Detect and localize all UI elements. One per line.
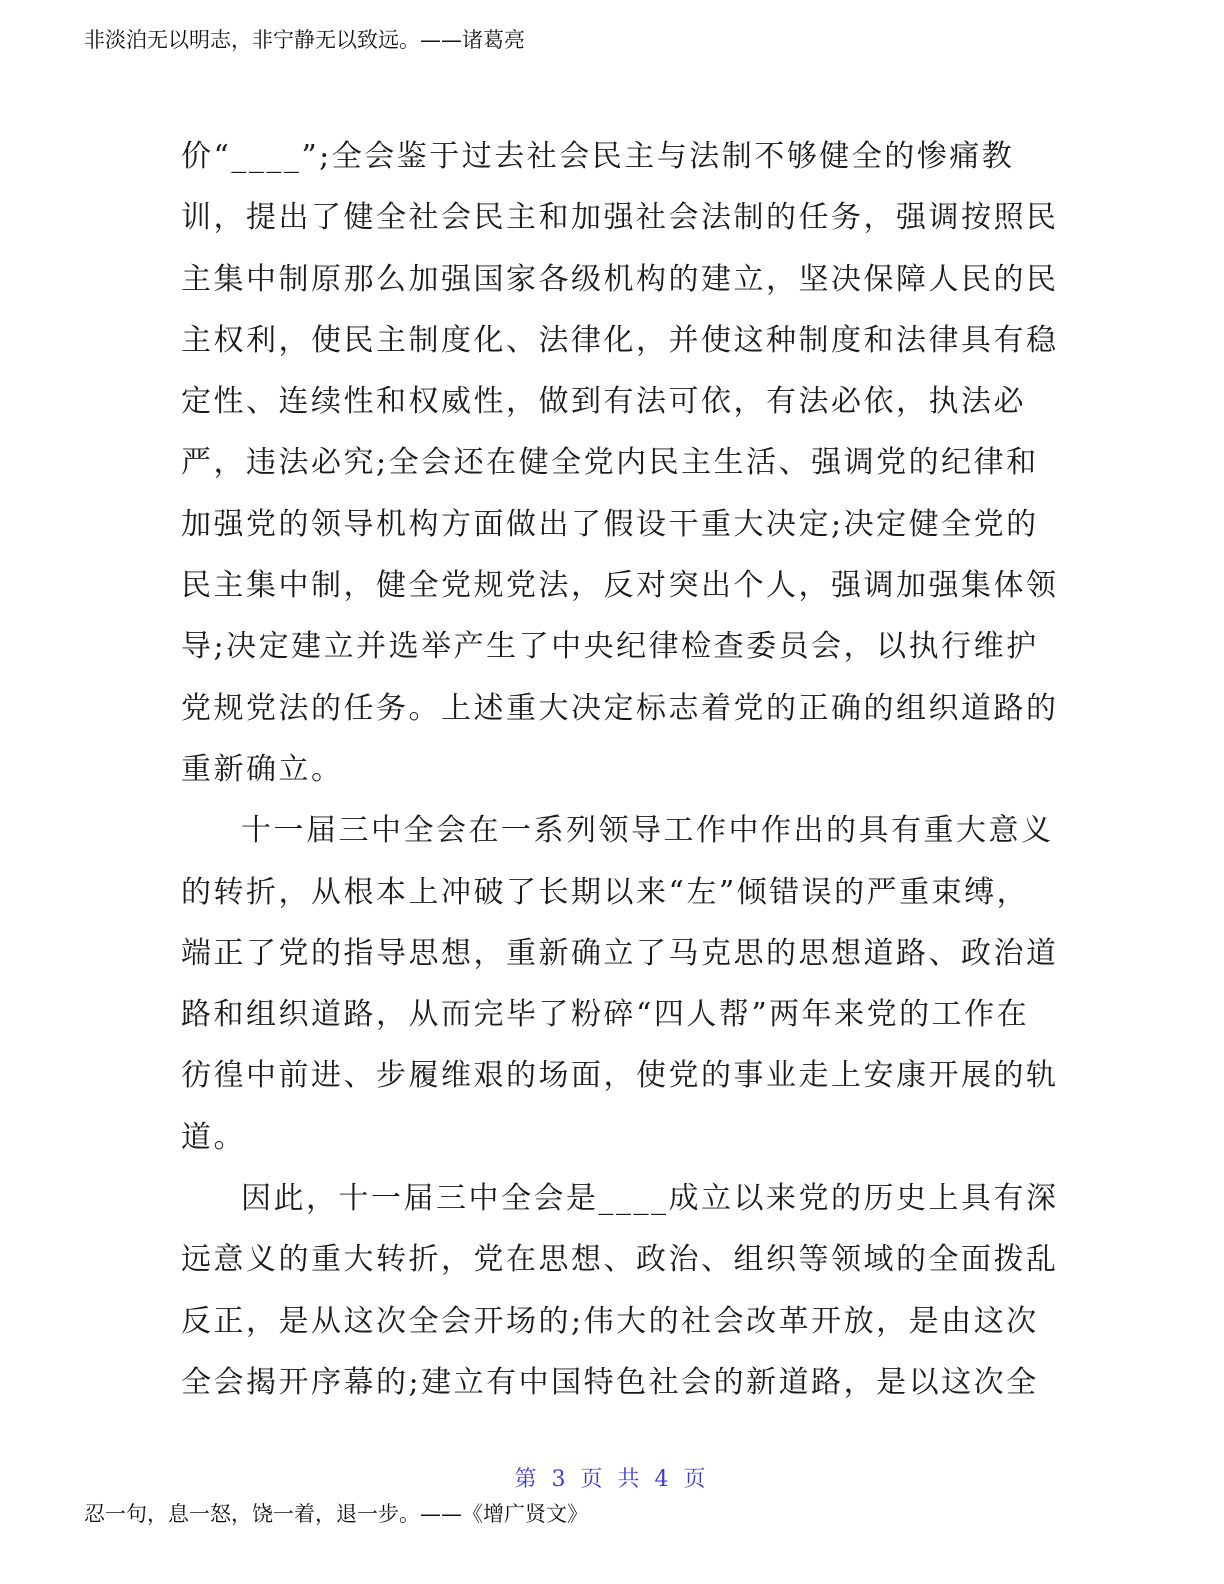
body-line: 路和组织道路，从而完毕了粉碎“四人帮”两年来党的工作在 <box>181 997 1030 1033</box>
body-line: 全会揭开序幕的;建立有中国特色社会的新道路，是以这次全 <box>181 1364 1039 1400</box>
body-line: 端正了党的指导思想，重新确立了马克思的思想道路、政治道 <box>181 935 1059 971</box>
body-line: 价“____”;全会鉴于过去社会民主与法制不够健全的惨痛教 <box>181 139 1015 174</box>
body-line: 导;决定建立并选举产生了中央纪律检查委员会，以执行维护 <box>181 629 1039 665</box>
body-line: 反正，是从这次全会开场的;伟大的社会改革开放，是由这次 <box>181 1303 1039 1339</box>
footer-quote: 忍一句，息一怒，饶一着，退一步。——《增广贤文》 <box>84 1502 588 1526</box>
body-line: 定性、连续性和权威性，做到有法可依，有法必依，执法必 <box>181 384 1026 420</box>
body-line: 的转折，从根本上冲破了长期以来“左”倾错误的严重束缚， <box>181 874 1030 910</box>
body-line: 党规党法的任务。上述重大决定标志着党的正确的组织道路的 <box>181 690 1059 726</box>
body-line: 彷徨中前进、步履维艰的场面，使党的事业走上安康开展的轨 <box>181 1058 1059 1094</box>
body-line: 严，违法必究;全会还在健全党内民主生活、强调党的纪律和 <box>181 445 1039 481</box>
header-quote: 非淡泊无以明志，非宁静无以致远。——诸葛亮 <box>84 28 525 52</box>
body-line: 主集中制原那么加强国家各级机构的建立，坚决保障人民的民 <box>181 261 1059 297</box>
paragraph-start-line: 十一届三中全会在一系列领导工作中作出的具有重大意义 <box>241 813 1054 849</box>
body-line: 重新确立。 <box>181 751 344 787</box>
paragraph-start-line: 因此，十一届三中全会是____成立以来党的历史上具有深 <box>241 1181 1059 1217</box>
body-line: 远意义的重大转折，党在思想、政治、组织等领域的全面拨乱 <box>181 1242 1059 1278</box>
document-body <box>181 126 1059 1413</box>
body-line: 主权利，使民主制度化、法律化，并使这种制度和法律具有稳 <box>181 322 1059 358</box>
body-line: 训，提出了健全社会民主和加强社会法制的任务，强调按照民 <box>181 200 1059 236</box>
body-line: 加强党的领导机构方面做出了假设干重大决定;决定健全党的 <box>181 506 1039 542</box>
body-line: 民主集中制，健全党规党法，反对突出个人，强调加强集体领 <box>181 568 1059 604</box>
body-line: 道。 <box>181 1119 246 1155</box>
page-number: 第 3 页 共 4 页 <box>514 1467 710 1492</box>
